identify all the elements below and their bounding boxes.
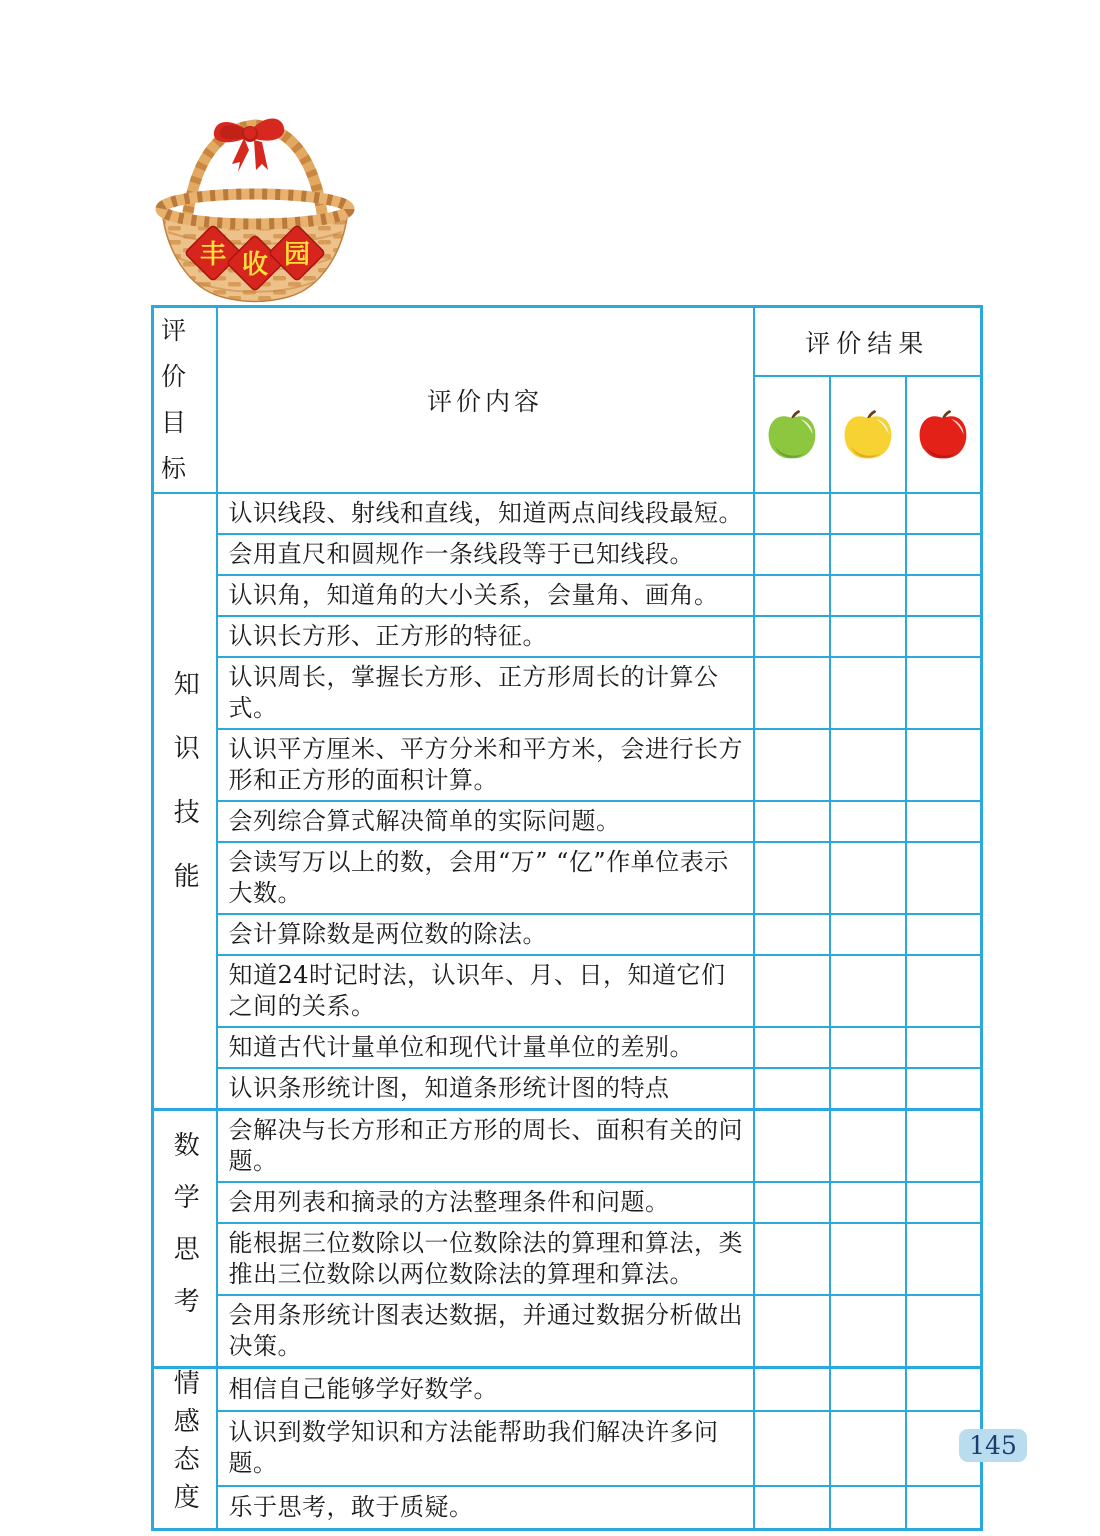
table-row	[153, 1068, 982, 1110]
table-row	[153, 493, 982, 534]
result-cell-green[interactable]	[754, 1368, 830, 1411]
table-row	[153, 1411, 982, 1486]
result-cell-red[interactable]	[906, 1068, 982, 1110]
red-apple-icon	[915, 407, 971, 463]
result-cell-green[interactable]	[754, 1068, 830, 1110]
eval-content-cell: 认识角，知道角的大小关系，会量角、画角。	[217, 575, 754, 616]
result-cell-green[interactable]	[754, 955, 830, 1027]
table-row	[153, 955, 982, 1027]
table-row	[153, 1486, 982, 1529]
section-label-math-thinking: 数学思考	[153, 1110, 217, 1368]
eval-content-cell: 会读写万以上的数，会用“万” “亿”作单位表示大数。	[217, 842, 754, 914]
result-cell-red[interactable]	[906, 534, 982, 575]
eval-content-cell: 会计算除数是两位数的除法。	[217, 914, 754, 955]
result-cell-yellow[interactable]	[830, 842, 906, 914]
section-label-emotional-attitude: 情感态度	[153, 1368, 217, 1530]
result-cell-yellow[interactable]	[830, 1223, 906, 1295]
result-cell-yellow[interactable]	[830, 616, 906, 657]
result-cell-green[interactable]	[754, 493, 830, 534]
table-row	[153, 534, 982, 575]
evaluation-table	[151, 305, 983, 1531]
header-eval-result: 评价结果	[754, 307, 982, 377]
result-cell-green[interactable]	[754, 1486, 830, 1529]
harvest-basket-illustration	[152, 92, 358, 306]
result-cell-red[interactable]	[906, 1182, 982, 1223]
header-eval-target-line2: 目标	[161, 408, 187, 483]
result-cell-yellow[interactable]	[830, 534, 906, 575]
table-row	[153, 616, 982, 657]
result-cell-red[interactable]	[906, 729, 982, 801]
table-row	[153, 842, 982, 914]
result-cell-yellow[interactable]	[830, 1068, 906, 1110]
eval-content-cell: 会用条形统计图表达数据，并通过数据分析做出决策。	[217, 1295, 754, 1368]
result-level-yellow	[830, 376, 906, 493]
result-cell-yellow[interactable]	[830, 955, 906, 1027]
result-cell-green[interactable]	[754, 842, 830, 914]
eval-content-cell: 会用列表和摘录的方法整理条件和问题。	[217, 1182, 754, 1223]
result-cell-yellow[interactable]	[830, 914, 906, 955]
result-cell-red[interactable]	[906, 493, 982, 534]
yellow-apple-icon	[840, 407, 896, 463]
result-cell-green[interactable]	[754, 534, 830, 575]
table-row	[153, 1223, 982, 1295]
section-label-knowledge-skills: 知识技能	[153, 493, 217, 1110]
result-cell-red[interactable]	[906, 575, 982, 616]
result-cell-red[interactable]	[906, 914, 982, 955]
result-cell-red[interactable]	[906, 1486, 982, 1529]
eval-content-cell: 知道古代计量单位和现代计量单位的差别。	[217, 1027, 754, 1068]
result-cell-yellow[interactable]	[830, 493, 906, 534]
result-cell-yellow[interactable]	[830, 1110, 906, 1183]
table-row	[153, 914, 982, 955]
result-cell-yellow[interactable]	[830, 1486, 906, 1529]
section-knowledge-skills	[153, 493, 982, 1110]
eval-content-cell: 能根据三位数除以一位数除法的算理和算法，类推出三位数除以两位数除法的算理和算法。	[217, 1223, 754, 1295]
result-cell-red[interactable]	[906, 1027, 982, 1068]
green-apple-icon	[764, 407, 820, 463]
result-cell-yellow[interactable]	[830, 729, 906, 801]
eval-content-cell: 知道24时记时法，认识年、月、日，知道它们之间的关系。	[217, 955, 754, 1027]
table-header	[153, 307, 982, 494]
result-cell-yellow[interactable]	[830, 1411, 906, 1486]
badge-char-shou: 收	[241, 250, 269, 280]
eval-content-cell: 认识长方形、正方形的特征。	[217, 616, 754, 657]
result-cell-green[interactable]	[754, 575, 830, 616]
table-row	[153, 1027, 982, 1068]
page-number-badge: 145	[959, 1429, 1027, 1462]
ribbon-bow-icon	[214, 119, 284, 173]
table-row	[153, 575, 982, 616]
result-cell-green[interactable]	[754, 1411, 830, 1486]
result-cell-green[interactable]	[754, 616, 830, 657]
table-row	[153, 729, 982, 801]
result-cell-yellow[interactable]	[830, 657, 906, 729]
section-math-thinking	[153, 1110, 982, 1368]
result-cell-red[interactable]	[906, 842, 982, 914]
result-cell-red[interactable]	[906, 616, 982, 657]
result-cell-yellow[interactable]	[830, 1295, 906, 1368]
result-cell-yellow[interactable]	[830, 801, 906, 842]
result-cell-red[interactable]	[906, 1368, 982, 1411]
eval-content-cell: 认识周长，掌握长方形、正方形周长的计算公式。	[217, 657, 754, 729]
result-cell-green[interactable]	[754, 1110, 830, 1183]
result-cell-green[interactable]	[754, 914, 830, 955]
result-cell-green[interactable]	[754, 801, 830, 842]
section-emotional-attitude	[153, 1368, 982, 1530]
result-cell-green[interactable]	[754, 729, 830, 801]
result-cell-green[interactable]	[754, 1027, 830, 1068]
result-cell-green[interactable]	[754, 1182, 830, 1223]
result-cell-red[interactable]	[906, 955, 982, 1027]
result-cell-yellow[interactable]	[830, 1027, 906, 1068]
eval-content-cell: 认识平方厘米、平方分米和平方米，会进行长方形和正方形的面积计算。	[217, 729, 754, 801]
eval-content-cell: 乐于思考，敢于质疑。	[217, 1486, 754, 1529]
table-row	[153, 1182, 982, 1223]
result-cell-red[interactable]	[906, 1223, 982, 1295]
result-cell-red[interactable]	[906, 1295, 982, 1368]
result-level-green	[754, 376, 830, 493]
table-row	[153, 1368, 982, 1411]
result-level-red	[906, 376, 982, 493]
table-row	[153, 1295, 982, 1368]
result-cell-green[interactable]	[754, 657, 830, 729]
eval-content-cell: 会列综合算式解决简单的实际问题。	[217, 801, 754, 842]
header-eval-target	[153, 307, 217, 494]
result-cell-green[interactable]	[754, 1223, 830, 1295]
header-eval-target-line1: 评价	[161, 316, 187, 391]
eval-content-cell: 会用直尺和圆规作一条线段等于已知线段。	[217, 534, 754, 575]
result-cell-yellow[interactable]	[830, 1182, 906, 1223]
badge-char-yuan: 园	[283, 240, 311, 270]
result-cell-red[interactable]	[906, 801, 982, 842]
result-cell-yellow[interactable]	[830, 1368, 906, 1411]
result-cell-yellow[interactable]	[830, 575, 906, 616]
header-eval-content: 评价内容	[217, 307, 754, 494]
eval-content-cell: 认识条形统计图，知道条形统计图的特点	[217, 1068, 754, 1110]
result-cell-red[interactable]	[906, 1110, 982, 1183]
result-cell-green[interactable]	[754, 1295, 830, 1368]
table-row	[153, 657, 982, 729]
badge-char-feng: 丰	[199, 240, 227, 270]
eval-content-cell: 认识线段、射线和直线，知道两点间线段最短。	[217, 493, 754, 534]
table-row	[153, 1110, 982, 1183]
eval-content-cell: 认识到数学知识和方法能帮助我们解决许多问题。	[217, 1411, 754, 1486]
eval-content-cell: 会解决与长方形和正方形的周长、面积有关的问题。	[217, 1110, 754, 1183]
eval-content-cell: 相信自己能够学好数学。	[217, 1368, 754, 1411]
result-cell-red[interactable]	[906, 657, 982, 729]
table-row	[153, 801, 982, 842]
